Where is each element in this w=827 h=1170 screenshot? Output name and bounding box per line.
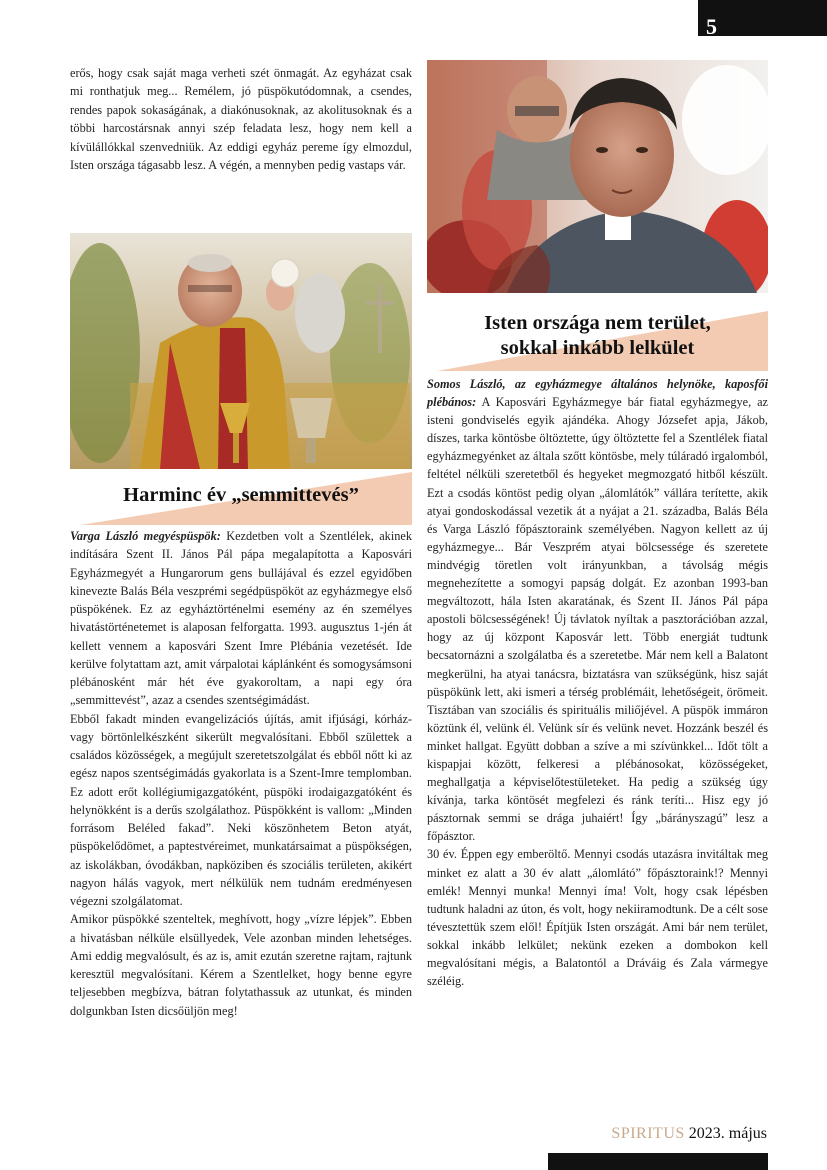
intro-paragraph: erős, hogy csak saját maga verheti szét önmagát. Az egyházat csak mi ronthatjuk meg... Remélem, jó püspökutódomnak, a csendes, rendes papok sokaságának, a diakónusoknak, az akolitusoknak és a többi harcostársnak annyi szép feladata lesz, hogy nem kell a kívülállókkal szenvedniük. Az eddigi egyház pereme így elmozdul, Isten országa tágasabb lesz. A végén, a mennyben pedig vastaps vár. xyxy=(70,66,412,173)
page-number: 5 xyxy=(706,14,717,39)
left-lead: Varga László megyéspüspök: xyxy=(70,529,221,543)
page-number-tab xyxy=(698,0,827,39)
magazine-name: SPIRITUS xyxy=(611,1125,685,1142)
left-article-heading xyxy=(70,469,412,527)
right-article-body xyxy=(427,375,768,990)
right-heading-line1: Isten országa nem terület, xyxy=(484,312,711,334)
left-paragraph-1-text: Kezdetben volt a Szentlélek, akinek indítására Szent II. János Pál pápa megalapította a Kaposvári Egyházmegyét a Hungarorum gens bullájával és ezzel egyidőben kinevezte Balás Béla veszprémi segédpüspököt az egyházmegye első püspökének. Ez az egyháztörténelmi esemény az én személyes hivatástörténetemet is alaposan felforgatta. 1993. augusztus 1-jén át kellett vennem a kaposvári Szent Imre Plébánia vezetését. Ide kerülve folytattam azt, amit várpalotai káplánként és somogysámsoni plébánosként már hét éve gyakoroltam, a napi egy óra „semmittevést”, azaz a csendes szentségimádást. xyxy=(70,529,412,708)
right-article-heading xyxy=(427,293,768,373)
left-article-body xyxy=(70,527,412,1020)
issue-date: 2023. május xyxy=(688,1125,767,1142)
left-paragraph-3: Amikor püspökké szenteltek, meghívott, hogy „vízre lépjek”. Ebben a hivatásban nélküle elsüllyedek, Vele azonban minden lehetséges. Ami eddig megvalósult, és az is, amit ezután szeretne rajtam, rajtunk keresztül megvalósítani. Kérem a Szentlelket, hogy benne egyre teljesebben megbízva, bátran folytathassuk az utunkat, és minden dolgunkban Isten dicsőüljön meg! xyxy=(70,912,412,1018)
right-heading-line2: sokkal inkább lelkület xyxy=(500,337,695,359)
priest-photo xyxy=(427,60,768,293)
left-paragraph-2: Ebből fakadt minden evangelizációs újítás, amit ifjúsági, kórház- vagy börtönlelkészként sikerült megvalósítani. Ebből születtek a családos közösségek, a megújult szeretetszolgálat és ebből nőtt ki az egész napos szentségimádás gyakorlata is a Szent-Imre templomban. Ez adott erőt kollégiumigazgatóként, püspöki irodaigazgatóként és helynökként is a derűs szolgálathoz. Püspökként is vallom: „Minden forrásom Beléled fakad”. Neki köszönhetem Beton atyát, püspökelődömet, a paptestvéreimet, munkatársaimat a püspökségen, az iskolákban, óvodákban, napköziben és szociális területen, akikért nagyon hálás vagyok, mert nélkülük nem tudnám eredményesen végezni szolgálatomat. xyxy=(70,711,412,908)
page-footer xyxy=(611,1124,767,1144)
footer-bar xyxy=(548,1153,768,1170)
left-paragraph-1 xyxy=(70,527,412,710)
right-paragraph-1 xyxy=(427,375,768,845)
right-paragraph-2: 30 év. Éppen egy emberöltő. Mennyi csodás utazásra invitáltak meg minket ez alatt a 30 év alatt „álomlátó” főpásztoraink!? Mennyi emlék! Mennyi munka! Mennyi íma! Volt, hogy csak lépésben tudtunk haladni az úton, és volt, hogy nekiiramodtunk. De a célt sose tévesztettük szem elől! Építjük Isten országát. Ami bár nem terület, sokkal inkább lelkület; nekünk ezeken a dombokon kell megvalósítani mégis, a Balatontól a Dráváig és Zala vármegye széléig. xyxy=(427,847,768,989)
right-lead: Somos László, az egyházmegye általános helynöke, kaposfői plébános: xyxy=(427,377,768,410)
right-heading-text xyxy=(427,311,768,361)
right-paragraph-1-text: A Kaposvári Egyházmegye bár fiatal egyházmegye, az isteni gondviselés egyik ajándéka. Ahogy Józsefet apja, Jákob, díszes, tarka köntösbe öltöztette, úgy öltöztette fel a Szentlélek fiatal egyházmegyénket az általa szőtt köntösbe, mely túláradó irgalomból, feltétel nélküli szeretetből és hegyeket megmozgató hitből készült. Ezt a csodás köntöst pedig olyan „álomlátók” vállára terítette, akik atyai gondoskodással vezetik át a nyájat a 21. századba, Balás Béla és Varga László főpásztoraink személyében. Nagyon kellett az új egyházmegye... Bár Veszprém atyai bölcsessége és szeretete mindvégig töretlen volt irányunkban, a távolság mégis megnehezítette a somogyi papság dolgát. Ez azonban 1993-ban megváltozott, hála Isten akaratának, és Szent II. János Pál pápa apostoli bölcsességének! Új távlatok nyíltak a pasztorációban azzal, hogy az új központ Kaposvár lett. Több energiát tudtunk becsatornázni a szolgálatba és a szeretetbe. Már nem kell a Balatont megkerülni, ha atyai tanácsra, biztatásra van szükségünk, hisz saját püspökünk lett, aki ismeri a térség problémáit, lehetőségeit, örömeit. Tisztában van szociális és spirituális miliőjével. A püspök immáron köztünk él, velünk él. Velünk sír és velünk nevet. Hozzánk beszél és minket hallgat. Együtt dobban a szíve a mi szívünkkel... Időt tölt a kispapjai között, felkeresi a plébánosokat, közösségeket, meghallgatja a képviselőtestületeket. Ha pedig a szükség úgy kívánja, tarka köntösét megfelezi és ránk teríti... Hisz egy jó pásztornak semmi se drága juhaiért! Így „bárányszagú” lesz a főpásztor. xyxy=(427,395,768,844)
bishop-photo xyxy=(70,233,412,469)
left-heading-text: Harminc év „semmittevés” xyxy=(123,484,359,506)
